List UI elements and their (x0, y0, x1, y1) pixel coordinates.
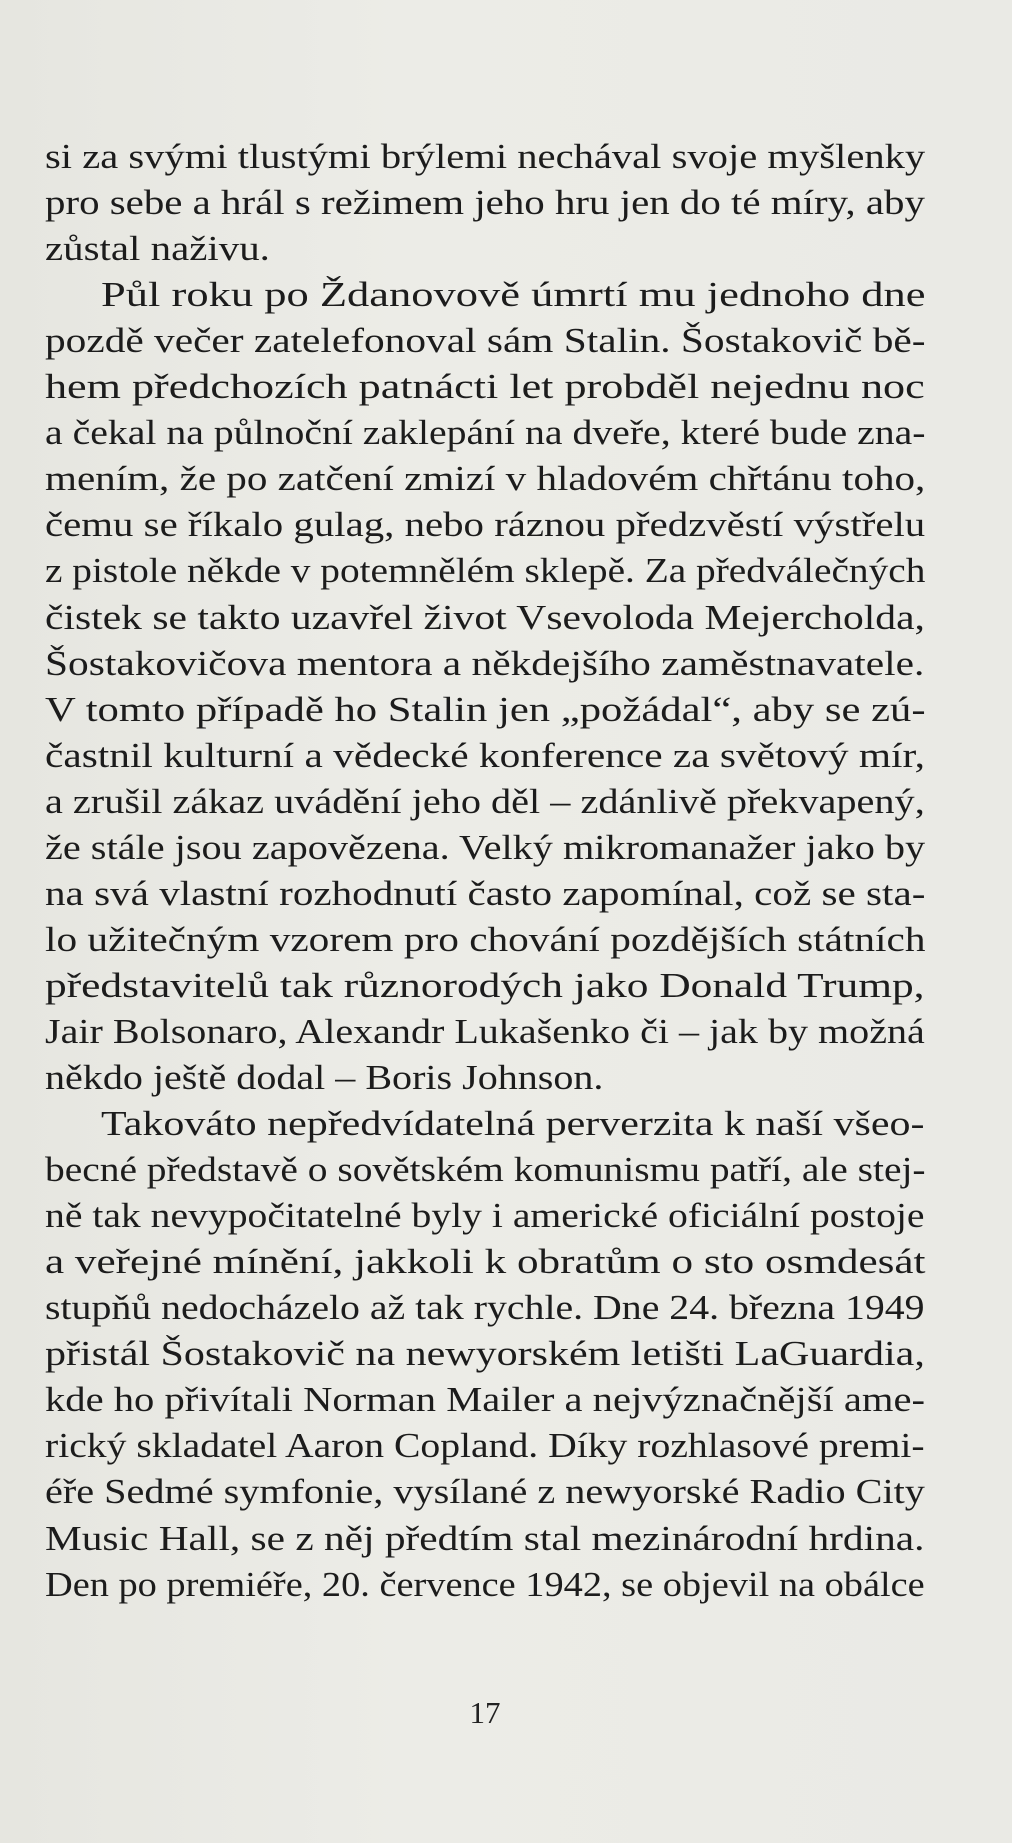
text-line: Půl roku po Ždanovově úmrtí mu jednoho dne (101, 275, 926, 315)
text-line: představitelů tak různorodých jako Donald Trump, (45, 965, 925, 1005)
text-line: kde ho přivítali Norman Mailer a nejvýznačnější ame- (45, 1380, 926, 1420)
text-line: Jair Bolsonaro, Alexandr Lukašenko či – jak by možná (45, 1011, 925, 1051)
text-line: a čekal na půlnoční zaklepání na dveře, které bude zna- (45, 413, 926, 453)
text-line: lo užitečným vzorem pro chování pozdějších státních (45, 919, 926, 959)
page-number: 17 (469, 1695, 501, 1730)
text-line: éře Sedmé symfonie, vysílané z newyorské Radio City (45, 1472, 925, 1512)
text-line: Music Hall, se z něj předtím stal mezinárodní hrdina. (45, 1518, 925, 1558)
text-line: pro sebe a hrál s režimem jeho hru jen do té míry, aby (45, 183, 925, 223)
text-line: pozdě večer zatelefonoval sám Stalin. Šostakovič bě- (45, 321, 926, 361)
text-line: zůstal naživu. (45, 229, 270, 269)
text-line: přistál Šostakovič na newyorském letišti LaGuardia, (45, 1334, 925, 1374)
text-line: častnil kulturní a vědecké konference za světový mír, (45, 735, 925, 775)
text-line: čistek se takto uzavřel život Vsevoloda Mejercholda, (45, 597, 925, 637)
text-line: becné představě o sovětském komunismu patří, ale stej- (45, 1150, 926, 1190)
text-line: hem předchozích patnácti let probděl nejednu noc (45, 367, 925, 407)
text-line: a zrušil zákaz uvádění jeho děl – zdánlivě překvapený, (45, 781, 925, 821)
text-line: si za svými tlustými brýlemi nechával svoje myšlenky (45, 137, 926, 176)
text-line: ně tak nevypočitatelné byly i americké oficiální postoje (45, 1196, 925, 1236)
text-line: V tomto případě ho Stalin jen „požádal“, aby se zú- (45, 689, 926, 729)
text-line: na svá vlastní rozhodnutí často zapomínal, což se sta- (45, 873, 926, 913)
text-line: Takováto nepředvídatelná perverzita k naší všeo- (101, 1104, 925, 1144)
text-line: a veřejné mínění, jakkoli k obratům o sto osmdesát (45, 1242, 926, 1282)
text-line: mením, že po zatčení zmizí v hladovém chřtánu toho, (45, 459, 926, 499)
text-line: stupňů nedocházelo až tak rychle. Dne 24. března 1949 (45, 1288, 925, 1328)
text-line: Šostakovičova mentora a někdejšího zaměstnavatele. (45, 643, 925, 683)
text-line: že stále jsou zapovězena. Velký mikromanažer jako by (45, 827, 926, 867)
text-line: čemu se říkalo gulag, nebo ráznou předzvěstí výstřelu (45, 505, 926, 545)
text-line: někdo ještě dodal – Boris Johnson. (45, 1058, 604, 1097)
text-line: Den po premiéře, 20. července 1942, se objevil na obálce (45, 1564, 925, 1604)
text-line: z pistole někde v potemnělém sklepě. Za předválečných (45, 551, 926, 591)
text-line: rický skladatel Aaron Copland. Díky rozhlasové premi- (45, 1426, 925, 1466)
